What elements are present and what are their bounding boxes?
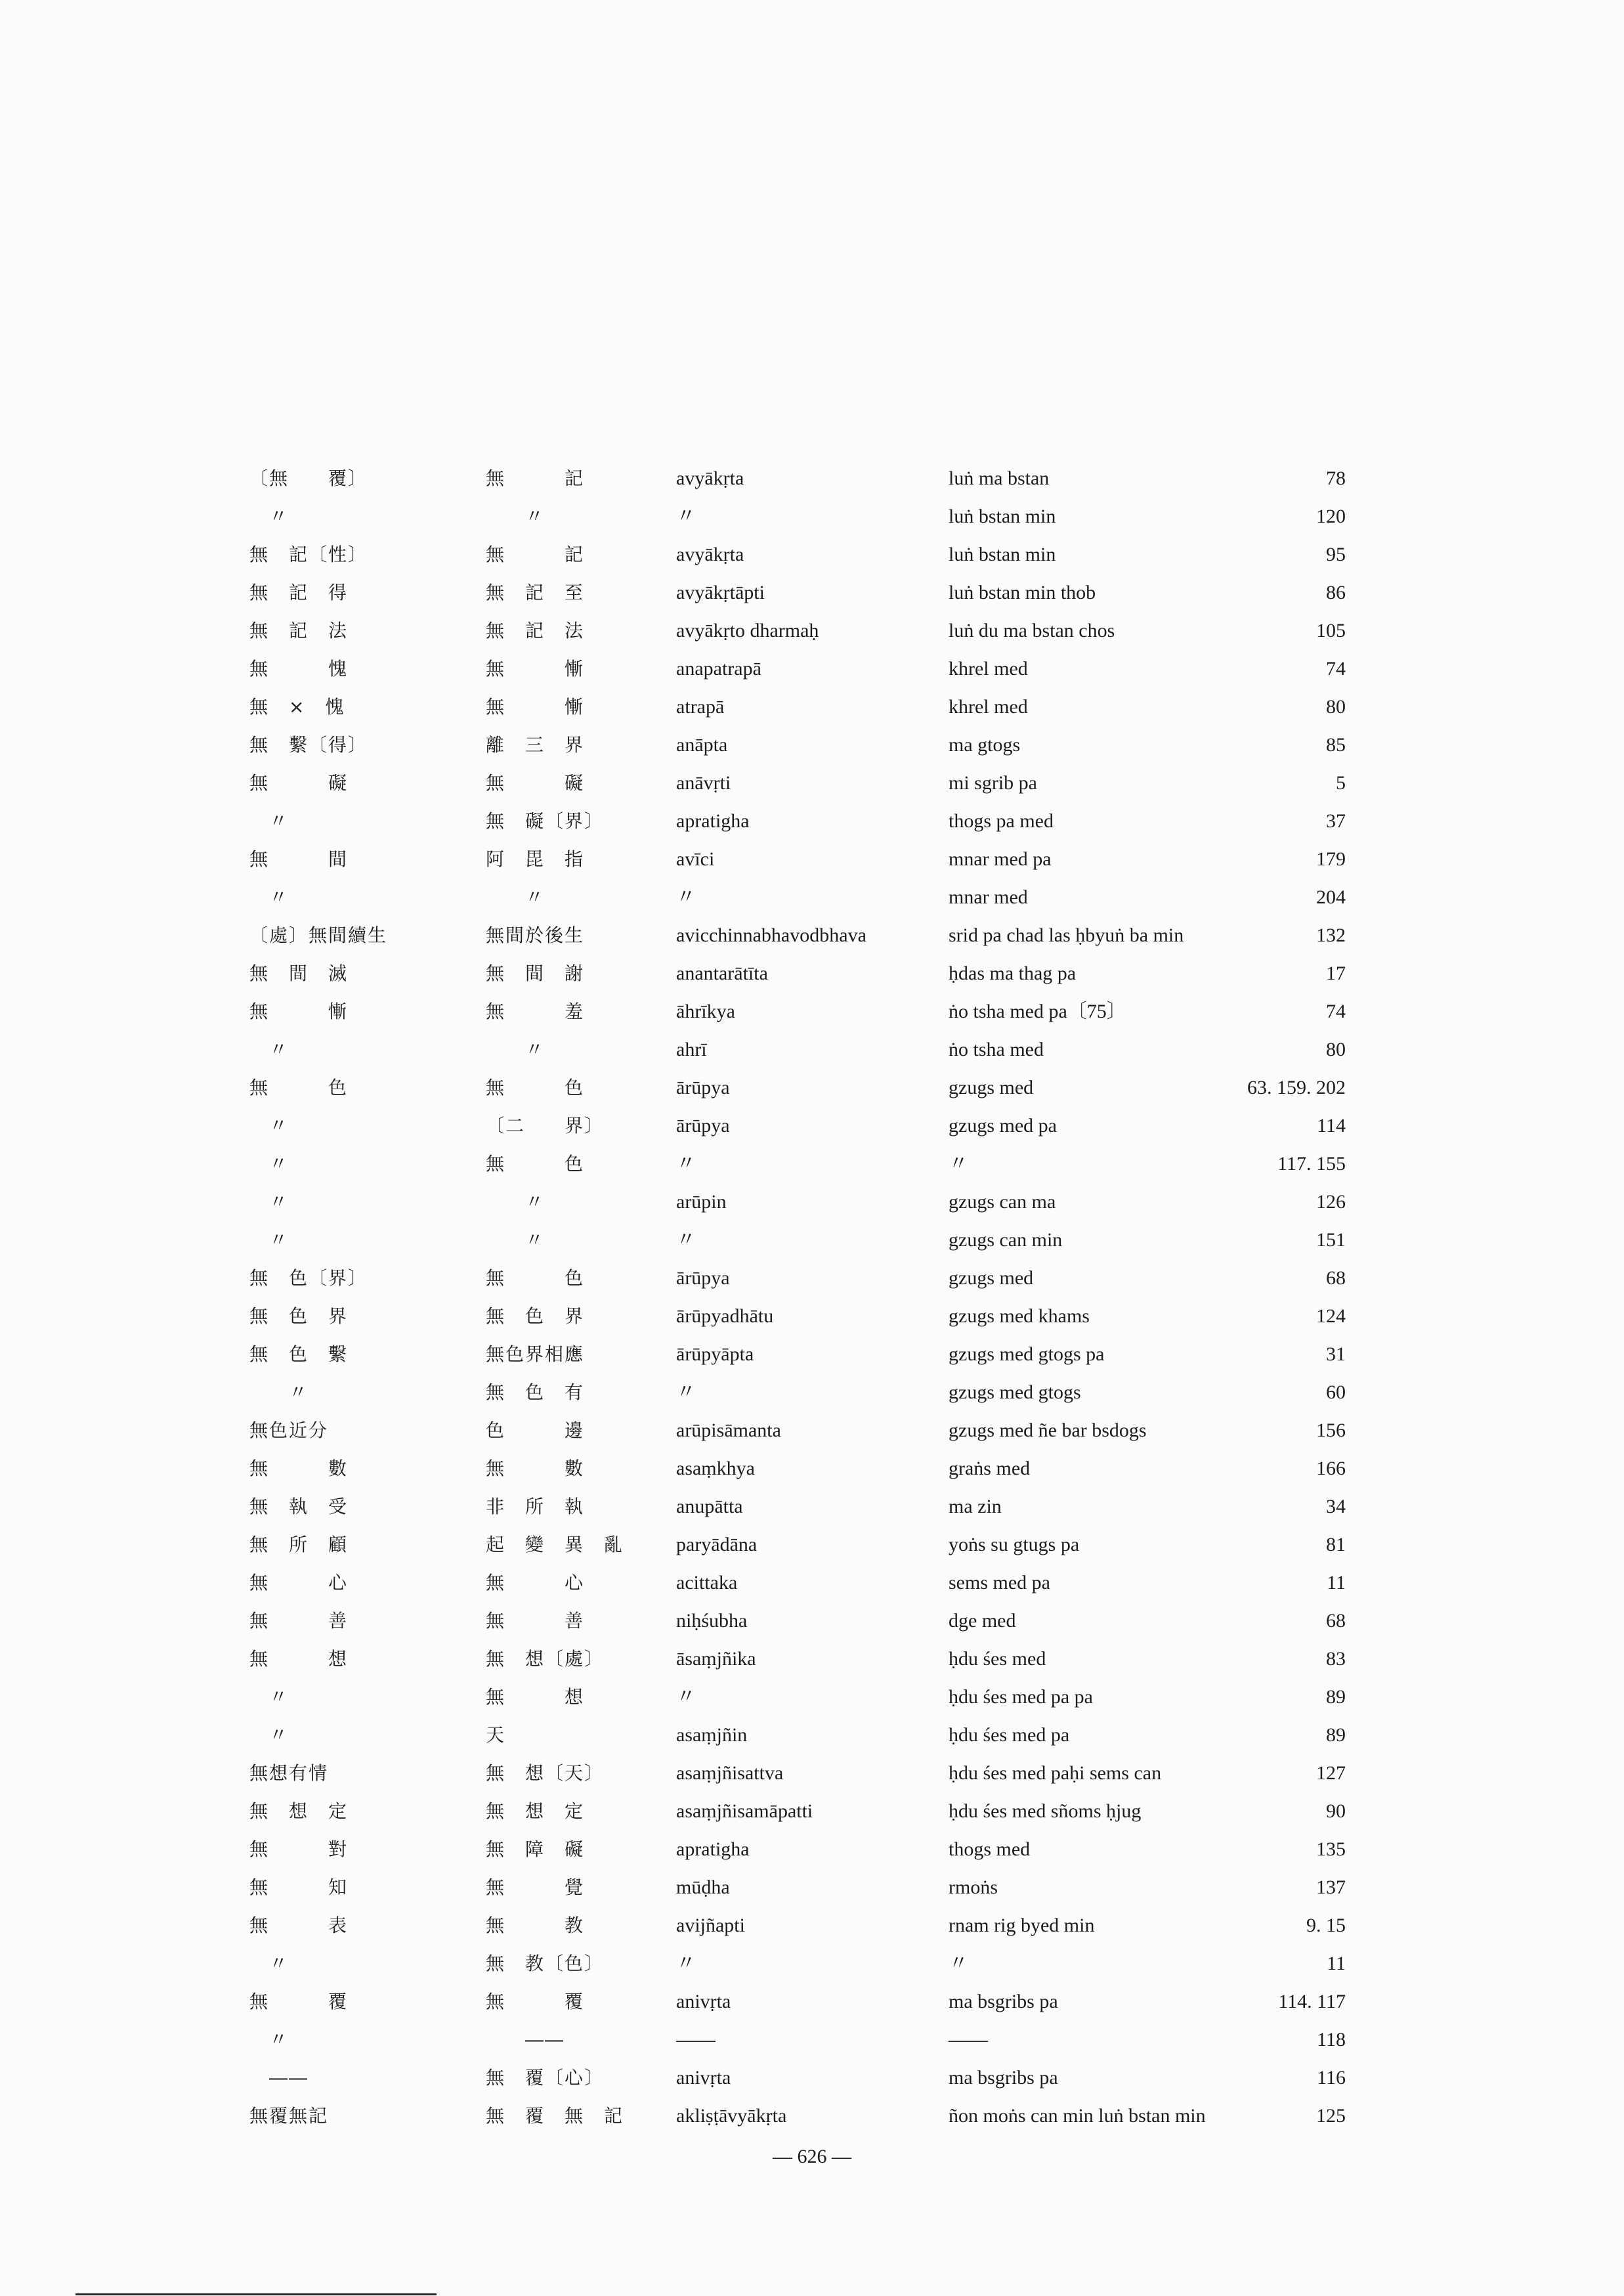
tibetan-cell: ḥdu śes med paḥi sems can	[949, 1762, 1162, 1784]
table-row	[249, 574, 1346, 612]
tibetan-cell: srid pa chad las ḥbyuṅ ba min	[949, 924, 1184, 946]
sanskrit-cell: anantarātīta	[676, 963, 768, 984]
sanskrit-cell: ārūpya	[676, 1115, 730, 1137]
page-ref-cell: 11	[1327, 1953, 1346, 1974]
page-ref-cell: 114. 117	[1278, 1991, 1346, 2012]
chinese-term-cell: 無 心	[249, 1572, 349, 1593]
chinese-term-cell: 〃	[249, 506, 289, 527]
sanskrit-cell: apratigha	[676, 1838, 750, 1860]
table-row	[249, 802, 1346, 840]
table-row	[249, 2097, 1346, 2135]
chinese-variant-cell: 無 礙〔界〕	[486, 810, 605, 832]
chinese-term-cell: 〔處〕無間續生	[249, 924, 388, 946]
table-row	[249, 688, 1346, 726]
page-ref-cell: 80	[1326, 696, 1346, 718]
table-row	[249, 878, 1346, 917]
page-ref-cell: 9. 15	[1306, 1915, 1346, 1936]
chinese-variant-cell: 無 慚	[486, 696, 585, 718]
page-ref-cell: 166	[1316, 1458, 1346, 1479]
chinese-term-cell: 〃	[249, 1115, 289, 1137]
chinese-term-cell: 〃	[249, 886, 289, 908]
chinese-variant-cell: 無 覆	[486, 1991, 585, 2012]
chinese-variant-cell: 無 想 定	[486, 1800, 585, 1822]
tibetan-cell: sems med pa	[949, 1572, 1050, 1593]
sanskrit-cell: akliṣṭāvyākṛta	[676, 2105, 787, 2127]
table-row	[249, 1374, 1346, 1412]
page-ref-cell: 114	[1317, 1115, 1346, 1137]
chinese-term-cell: 〃	[249, 2029, 289, 2050]
tibetan-cell: yoṅs su gtugs pa	[949, 1534, 1080, 1555]
tibetan-cell: rmoṅs	[949, 1876, 998, 1898]
table-row	[249, 1031, 1346, 1069]
page-ref-cell: 135	[1316, 1838, 1346, 1860]
chinese-term-cell: 無 慚	[249, 1001, 349, 1022]
chinese-variant-cell: 無 記	[486, 467, 585, 489]
sanskrit-cell: atrapā	[676, 696, 725, 718]
tibetan-cell: graṅs med	[949, 1458, 1031, 1479]
sanskrit-cell: ārūpya	[676, 1267, 730, 1289]
table-row	[249, 917, 1346, 955]
table-row	[249, 1526, 1346, 1564]
chinese-term-cell: 〔無 覆〕	[249, 467, 368, 489]
page-ref-cell: 86	[1326, 582, 1346, 603]
table-row	[249, 1450, 1346, 1488]
glossary-table	[249, 460, 1346, 2135]
table-row	[249, 1602, 1346, 1640]
page-ref-cell: 11	[1327, 1572, 1346, 1593]
sanskrit-cell: anivṛta	[676, 1991, 731, 2012]
tibetan-cell: ṅo tsha med pa〔75〕	[949, 1001, 1126, 1022]
chinese-variant-cell: 無 羞	[486, 1001, 585, 1022]
page-ref-cell: 118	[1317, 2029, 1346, 2050]
bottom-rule	[75, 2293, 437, 2295]
chinese-variant-cell: 無 慚	[486, 658, 585, 680]
chinese-term-cell: 無 愧	[249, 658, 349, 680]
sanskrit-cell: acittaka	[676, 1572, 738, 1593]
sanskrit-cell: asaṃjñin	[676, 1724, 748, 1746]
tibetan-cell: ḥdu śes med sñoms ḥjug	[949, 1800, 1142, 1822]
tibetan-cell: ḥdu śes med pa	[949, 1724, 1070, 1746]
chinese-term-cell: 無 記 得	[249, 582, 349, 603]
chinese-term-cell: 無 記〔性〕	[249, 544, 368, 565]
chinese-term-cell: 無 色	[249, 1077, 349, 1098]
page-ref-cell: 156	[1316, 1419, 1346, 1441]
page-ref-cell: 17	[1326, 963, 1346, 984]
table-row	[249, 1792, 1346, 1830]
tibetan-cell: ma gtogs	[949, 734, 1021, 756]
tibetan-cell: ṅo tsha med	[949, 1039, 1044, 1060]
sanskrit-cell: 〃	[676, 886, 696, 908]
chinese-variant-cell: 無 記	[486, 544, 585, 565]
chinese-term-cell: ――	[249, 2067, 309, 2089]
chinese-variant-cell: 無 想〔天〕	[486, 1762, 605, 1784]
tibetan-cell: gzugs med khams	[949, 1305, 1090, 1327]
chinese-variant-cell: 無 礙	[486, 772, 585, 794]
tibetan-cell: khrel med	[949, 696, 1028, 718]
sanskrit-cell: 〃	[676, 1686, 696, 1708]
chinese-variant-cell: 〃	[486, 1039, 545, 1060]
chinese-term-cell: 無 數	[249, 1458, 349, 1479]
table-row	[249, 1716, 1346, 1754]
tibetan-cell: gzugs med	[949, 1267, 1034, 1289]
table-row	[249, 1488, 1346, 1526]
chinese-term-cell: 無 想	[249, 1648, 349, 1670]
sanskrit-cell: āsaṃjñika	[676, 1648, 756, 1670]
sanskrit-cell: niḥśubha	[676, 1610, 748, 1632]
chinese-term-cell: 無 知	[249, 1876, 349, 1898]
sanskrit-cell: mūḍha	[676, 1876, 730, 1898]
sanskrit-cell: avyākṛta	[676, 544, 744, 565]
page-ref-cell: 74	[1326, 658, 1346, 680]
page-ref-cell: 151	[1316, 1229, 1346, 1251]
sanskrit-cell: asaṃjñisattva	[676, 1762, 784, 1784]
tibetan-cell: 〃	[949, 1953, 968, 1974]
page-ref-cell: 117. 155	[1277, 1153, 1346, 1175]
chinese-term-cell: 無 色〔界〕	[249, 1267, 368, 1289]
table-row	[249, 498, 1346, 536]
chinese-variant-cell: 無 善	[486, 1610, 585, 1632]
page-ref-cell: 78	[1326, 467, 1346, 489]
sanskrit-cell: ahrī	[676, 1039, 707, 1060]
chinese-variant-cell: 離 三 界	[486, 734, 585, 756]
page-ref-cell: 60	[1326, 1381, 1346, 1403]
page-ref-cell: 85	[1326, 734, 1346, 756]
chinese-variant-cell: 無 障 礙	[486, 1838, 585, 1860]
sanskrit-cell: avīci	[676, 848, 715, 870]
table-row	[249, 1564, 1346, 1602]
table-row	[249, 1069, 1346, 1107]
chinese-variant-cell: 〃	[486, 506, 545, 527]
table-row	[249, 1869, 1346, 1907]
chinese-term-cell: 無 色 繫	[249, 1343, 349, 1365]
sanskrit-cell: 〃	[676, 1153, 696, 1175]
chinese-variant-cell: 無 色	[486, 1267, 585, 1289]
tibetan-cell: gzugs can ma	[949, 1191, 1056, 1213]
table-row	[249, 612, 1346, 650]
tibetan-cell: luṅ du ma bstan chos	[949, 620, 1115, 641]
table-row	[249, 1297, 1346, 1335]
table-row	[249, 1907, 1346, 1945]
sanskrit-cell: anāpta	[676, 734, 728, 756]
table-row	[249, 993, 1346, 1031]
page-ref-cell: 126	[1316, 1191, 1346, 1213]
table-row	[249, 1412, 1346, 1450]
sanskrit-cell: arūpin	[676, 1191, 727, 1213]
chinese-variant-cell: 無 覆〔心〕	[486, 2067, 605, 2089]
page-ref-cell: 204	[1316, 886, 1346, 908]
sanskrit-cell: avicchinnabhavodbhava	[676, 924, 866, 946]
chinese-term-cell: 〃	[249, 1229, 289, 1251]
table-row	[249, 1183, 1346, 1221]
chinese-variant-cell: 無 記 至	[486, 582, 585, 603]
sanskrit-cell: 〃	[676, 1953, 696, 1974]
chinese-variant-cell: 無 覆 無 記	[486, 2105, 624, 2127]
chinese-variant-cell: 色 邊	[486, 1419, 585, 1441]
tibetan-cell: rnam rig byed min	[949, 1915, 1095, 1936]
table-row	[249, 536, 1346, 574]
sanskrit-cell: ――	[676, 2029, 716, 2050]
sanskrit-cell: asaṃjñisamāpatti	[676, 1800, 813, 1822]
tibetan-cell: ――	[949, 2029, 988, 2050]
page-ref-cell: 90	[1326, 1800, 1346, 1822]
chinese-variant-cell: 無 間 謝	[486, 963, 585, 984]
page-ref-cell: 124	[1316, 1305, 1346, 1327]
table-row	[249, 1221, 1346, 1259]
tibetan-cell: thogs med	[949, 1838, 1031, 1860]
tibetan-cell: ma bsgribs pa	[949, 2067, 1058, 2089]
sanskrit-cell: asaṃkhya	[676, 1458, 755, 1479]
tibetan-cell: luṅ bstan min thob	[949, 582, 1096, 603]
chinese-term-cell: 〃	[249, 1039, 289, 1060]
sanskrit-cell: arūpisāmanta	[676, 1419, 781, 1441]
page-ref-cell: 83	[1326, 1648, 1346, 1670]
chinese-term-cell: 無 對	[249, 1838, 349, 1860]
chinese-variant-cell: 無 教	[486, 1915, 585, 1936]
table-row	[249, 726, 1346, 764]
chinese-variant-cell: 〃	[486, 1229, 545, 1251]
chinese-term-cell: 無 礙	[249, 772, 349, 794]
page-ref-cell: 89	[1326, 1686, 1346, 1708]
chinese-variant-cell: 無 想	[486, 1686, 585, 1708]
sanskrit-cell: anivṛta	[676, 2067, 731, 2089]
page-ref-cell: 89	[1326, 1724, 1346, 1746]
tibetan-cell: ḥdu śes med	[949, 1648, 1046, 1670]
tibetan-cell: mnar med	[949, 886, 1028, 908]
page-ref-cell: 31	[1326, 1343, 1346, 1365]
page-ref-cell: 120	[1316, 506, 1346, 527]
chinese-term-cell: 無 × 愧	[249, 696, 345, 718]
sanskrit-cell: anāvṛti	[676, 772, 731, 794]
tibetan-cell: khrel med	[949, 658, 1028, 680]
table-row	[249, 1983, 1346, 2021]
sanskrit-cell: avyākṛto dharmaḥ	[676, 620, 819, 641]
table-row	[249, 764, 1346, 802]
sanskrit-cell: 〃	[676, 506, 696, 527]
table-row	[249, 2021, 1346, 2059]
tibetan-cell: luṅ bstan min	[949, 544, 1056, 565]
tibetan-cell: thogs pa med	[949, 810, 1054, 832]
tibetan-cell: mnar med pa	[949, 848, 1052, 870]
page-ref-cell: 34	[1326, 1496, 1346, 1517]
table-row	[249, 1945, 1346, 1983]
chinese-variant-cell: 〔二 界〕	[486, 1115, 605, 1137]
chinese-term-cell: 〃	[249, 1191, 289, 1213]
table-row	[249, 1754, 1346, 1792]
tibetan-cell: ñon moṅs can min luṅ bstan min	[949, 2105, 1206, 2127]
table-row	[249, 1335, 1346, 1374]
page-ref-cell: 37	[1326, 810, 1346, 832]
table-row	[249, 955, 1346, 993]
chinese-term-cell: 無 執 受	[249, 1496, 349, 1517]
chinese-variant-cell: 天	[486, 1724, 506, 1746]
sanskrit-cell: ārūpya	[676, 1077, 730, 1098]
chinese-variant-cell: 無 想〔處〕	[486, 1648, 605, 1670]
chinese-term-cell: 無 所 顧	[249, 1534, 349, 1555]
chinese-term-cell: 無 表	[249, 1915, 349, 1936]
sanskrit-cell: anapatrapā	[676, 658, 761, 680]
chinese-variant-cell: 無 數	[486, 1458, 585, 1479]
chinese-term-cell: 〃	[249, 1953, 289, 1974]
table-row	[249, 1830, 1346, 1869]
tibetan-cell: luṅ bstan min	[949, 506, 1056, 527]
chinese-variant-cell: 無 教〔色〕	[486, 1953, 605, 1974]
table-row	[249, 460, 1346, 498]
tibetan-cell: gzugs med pa	[949, 1115, 1057, 1137]
chinese-term-cell: 無覆無記	[249, 2105, 329, 2127]
chinese-term-cell: 〃	[249, 1153, 289, 1175]
chinese-term-cell: 〃	[249, 1686, 289, 1708]
chinese-variant-cell: 無 記 法	[486, 620, 585, 641]
sanskrit-cell: apratigha	[676, 810, 750, 832]
tibetan-cell: mi sgrib pa	[949, 772, 1037, 794]
chinese-variant-cell: 〃	[486, 1191, 545, 1213]
chinese-variant-cell: 無 心	[486, 1572, 585, 1593]
page-ref-cell: 68	[1326, 1267, 1346, 1289]
page-ref-cell: 132	[1316, 924, 1346, 946]
chinese-term-cell: 無 想 定	[249, 1800, 349, 1822]
page-ref-cell: 116	[1317, 2067, 1346, 2089]
page-ref-cell: 5	[1336, 772, 1346, 794]
chinese-term-cell: 無 間 滅	[249, 963, 349, 984]
tibetan-cell: luṅ ma bstan	[949, 467, 1050, 489]
page-ref-cell: 80	[1326, 1039, 1346, 1060]
chinese-variant-cell: 無色界相應	[486, 1343, 585, 1365]
chinese-term-cell: 無 覆	[249, 1991, 349, 2012]
chinese-term-cell: 無 記 法	[249, 620, 349, 641]
tibetan-cell: gzugs med gtogs pa	[949, 1343, 1105, 1365]
chinese-term-cell: 〃	[249, 1724, 289, 1746]
page-number: — 626 —	[773, 2146, 851, 2167]
chinese-term-cell: 〃	[249, 810, 289, 832]
table-row	[249, 650, 1346, 688]
tibetan-cell: ma bsgribs pa	[949, 1991, 1058, 2012]
sanskrit-cell: 〃	[676, 1229, 696, 1251]
chinese-variant-cell: 〃	[486, 886, 545, 908]
chinese-variant-cell: 無 覺	[486, 1876, 585, 1898]
tibetan-cell: gzugs med	[949, 1077, 1034, 1098]
chinese-variant-cell: 非 所 執	[486, 1496, 585, 1517]
sanskrit-cell: paryādāna	[676, 1534, 758, 1555]
tibetan-cell: 〃	[949, 1153, 968, 1175]
tibetan-cell: ma zin	[949, 1496, 1002, 1517]
sanskrit-cell: anupātta	[676, 1496, 743, 1517]
chinese-variant-cell: 無 色 有	[486, 1381, 585, 1403]
table-row	[249, 1145, 1346, 1183]
table-row	[249, 840, 1346, 878]
tibetan-cell: gzugs can min	[949, 1229, 1063, 1251]
page-ref-cell: 95	[1326, 544, 1346, 565]
chinese-variant-cell: 起 變 異 亂	[486, 1534, 624, 1555]
table-row	[249, 2059, 1346, 2097]
page-ref-cell: 74	[1326, 1001, 1346, 1022]
chinese-variant-cell: 阿 毘 指	[486, 848, 585, 870]
sanskrit-cell: avyākṛta	[676, 467, 744, 489]
tibetan-cell: dge med	[949, 1610, 1016, 1632]
tibetan-cell: gzugs med gtogs	[949, 1381, 1081, 1403]
chinese-variant-cell: 無 色	[486, 1077, 585, 1098]
sanskrit-cell: 〃	[676, 1381, 696, 1403]
page-ref-cell: 127	[1316, 1762, 1346, 1784]
sanskrit-cell: ārūpyāpta	[676, 1343, 754, 1365]
page-ref-cell: 81	[1326, 1534, 1346, 1555]
chinese-term-cell: 無想有情	[249, 1762, 329, 1784]
sanskrit-cell: avijñapti	[676, 1915, 745, 1936]
page-ref-cell: 179	[1316, 848, 1346, 870]
page-ref-cell: 68	[1326, 1610, 1346, 1632]
sanskrit-cell: ārūpyadhātu	[676, 1305, 774, 1327]
chinese-variant-cell: 無間於後生	[486, 924, 585, 946]
page-ref-cell: 137	[1316, 1876, 1346, 1898]
table-row	[249, 1640, 1346, 1678]
tibetan-cell: ḥdu śes med pa pa	[949, 1686, 1093, 1708]
chinese-term-cell: 無 間	[249, 848, 349, 870]
table-row	[249, 1107, 1346, 1145]
chinese-variant-cell: 無 色 界	[486, 1305, 585, 1327]
chinese-term-cell: 無色近分	[249, 1419, 329, 1441]
table-row	[249, 1678, 1346, 1716]
page-ref-cell: 63. 159. 202	[1247, 1077, 1346, 1098]
table-row	[249, 1259, 1346, 1297]
sanskrit-cell: avyākṛtāpti	[676, 582, 765, 603]
chinese-variant-cell: ――	[486, 2029, 565, 2050]
chinese-term-cell: 〃	[249, 1381, 309, 1403]
tibetan-cell: ḥdas ma thag pa	[949, 963, 1077, 984]
chinese-variant-cell: 無 色	[486, 1153, 585, 1175]
chinese-term-cell: 無 善	[249, 1610, 349, 1632]
chinese-term-cell: 無 繫〔得〕	[249, 734, 368, 756]
page-ref-cell: 105	[1316, 620, 1346, 641]
chinese-term-cell: 無 色 界	[249, 1305, 349, 1327]
page-ref-cell: 125	[1316, 2105, 1346, 2127]
sanskrit-cell: āhrīkya	[676, 1001, 735, 1022]
tibetan-cell: gzugs med ñe bar bsdogs	[949, 1419, 1147, 1441]
